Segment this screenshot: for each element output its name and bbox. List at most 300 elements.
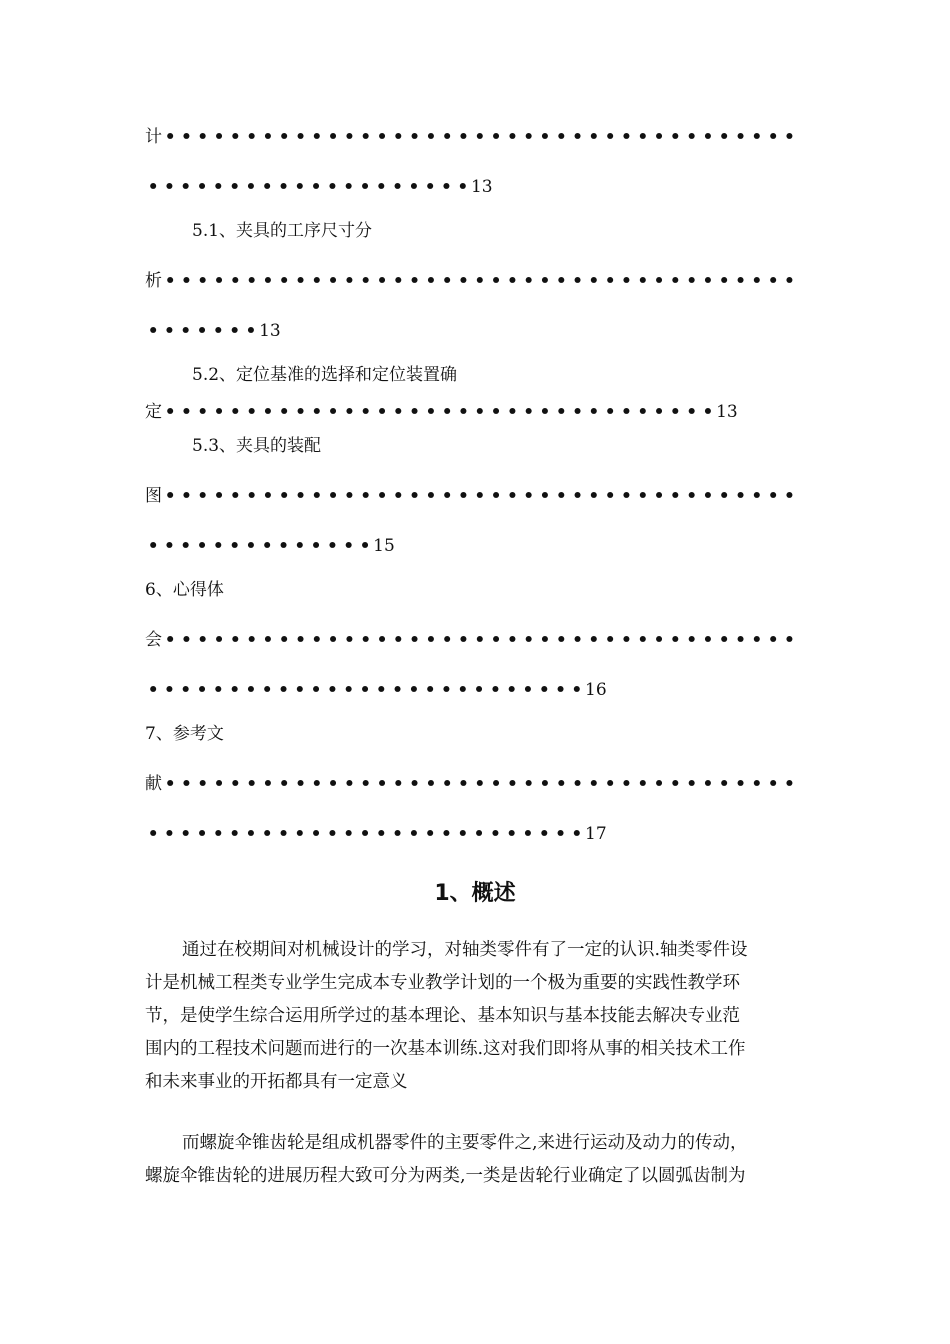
leader-dot: • (490, 271, 502, 291)
toc-line (145, 321, 281, 341)
leader-dot: • (164, 321, 175, 341)
leader-dot: • (572, 486, 583, 506)
leader-dot: • (212, 824, 224, 844)
leader-dot: • (751, 127, 763, 147)
toc-leader-dots (145, 824, 585, 844)
leader-dot: • (718, 486, 730, 506)
leader-dot: • (278, 402, 290, 422)
leader-dot: • (621, 774, 632, 794)
leader-dot: • (343, 774, 355, 794)
leader-dot: • (441, 127, 453, 147)
leader-dot: • (196, 680, 208, 700)
leader-dot: • (376, 402, 388, 422)
leader-dot: • (458, 486, 469, 506)
leader-dot: • (295, 402, 306, 422)
leader-dot: • (457, 680, 469, 700)
leader-dot: • (474, 271, 486, 291)
leader-dot: • (425, 127, 437, 147)
leader-dot: • (735, 486, 746, 506)
toc-line (145, 724, 224, 744)
leader-dot: • (245, 680, 257, 700)
leader-dot: • (424, 680, 436, 700)
leader-dot: • (588, 402, 600, 422)
leader-dot: • (343, 680, 355, 700)
toc-line (145, 177, 493, 197)
leader-dot: • (181, 630, 192, 650)
leader-dot: • (490, 630, 502, 650)
toc-text: 会 (145, 630, 162, 650)
leader-dot: • (458, 271, 469, 291)
leader-dot: • (409, 630, 421, 650)
leader-dot: • (637, 774, 649, 794)
leader-dot: • (295, 127, 306, 147)
leader-dot: • (718, 630, 730, 650)
leader-dot: • (295, 774, 306, 794)
leader-dot: • (229, 824, 241, 844)
leader-dot: • (686, 774, 698, 794)
leader-dot: • (767, 486, 779, 506)
toc-text: 计 (145, 127, 162, 147)
leader-dot: • (196, 536, 208, 556)
toc-line (145, 774, 798, 794)
paragraph-line: 节，是使学生综合运用所学过的基本理论、基本知识与基本技能去解决专业范 (145, 1006, 740, 1026)
leader-dot: • (555, 774, 567, 794)
toc-line (145, 402, 738, 422)
toc-text: 图 (145, 486, 162, 506)
leader-dot: • (522, 680, 534, 700)
leader-dot: • (555, 824, 566, 844)
leader-dot: • (278, 774, 290, 794)
leader-dot: • (295, 271, 306, 291)
toc-text: 析 (145, 271, 162, 291)
leader-dot: • (572, 630, 583, 650)
leader-dot: • (213, 127, 225, 147)
leader-dot: • (555, 127, 567, 147)
leader-dot: • (278, 486, 290, 506)
leader-dot: • (212, 536, 224, 556)
leader-dot: • (196, 321, 208, 341)
leader-dot: • (164, 536, 175, 556)
leader-dot: • (310, 177, 322, 197)
leader-dot: • (523, 127, 535, 147)
leader-dot: • (686, 402, 698, 422)
leader-dot: • (246, 630, 258, 650)
leader-dot: • (473, 680, 485, 700)
leader-dot: • (229, 321, 241, 341)
leader-dot: • (375, 680, 387, 700)
toc-leader-dots (145, 177, 471, 197)
leader-dot: • (392, 402, 404, 422)
leader-dot: • (604, 127, 616, 147)
toc-line (145, 680, 607, 700)
leader-dot: • (637, 630, 649, 650)
leader-dot: • (637, 402, 649, 422)
leader-dot: • (588, 774, 600, 794)
leader-dot: • (262, 402, 274, 422)
leader-dot: • (555, 402, 567, 422)
leader-dot: • (506, 774, 518, 794)
leader-dot: • (474, 127, 486, 147)
leader-dot: • (425, 630, 437, 650)
leader-dot: • (441, 774, 453, 794)
leader-dot: • (327, 486, 339, 506)
leader-dot: • (326, 177, 338, 197)
leader-dot: • (197, 486, 209, 506)
leader-dot: • (278, 127, 290, 147)
leader-dot: • (375, 824, 387, 844)
leader-dot: • (506, 127, 518, 147)
leader-dot: • (588, 486, 600, 506)
leader-dot: • (539, 774, 551, 794)
toc-page-number: 13 (470, 177, 493, 197)
leader-dot: • (294, 680, 306, 700)
leader-dot: • (245, 177, 257, 197)
leader-dot: • (392, 486, 404, 506)
toc-line (145, 127, 798, 147)
toc-line (145, 630, 798, 650)
toc-page-number: 15 (373, 536, 395, 556)
leader-dot: • (360, 630, 372, 650)
leader-dot: • (229, 127, 241, 147)
leader-dot: • (147, 177, 159, 197)
leader-dot: • (588, 271, 600, 291)
leader-dot: • (506, 402, 518, 422)
toc-line (145, 271, 798, 291)
leader-dot: • (409, 402, 421, 422)
leader-dot: • (458, 127, 469, 147)
leader-dot: • (490, 774, 502, 794)
leader-dot: • (310, 824, 322, 844)
leader-dot: • (441, 177, 452, 197)
leader-dot: • (474, 402, 486, 422)
paragraph-line: 围内的工程技术问题而进行的一次基本训练.这对我们即将从事的相关技术工作 (145, 1039, 746, 1059)
leader-dot: • (783, 486, 795, 506)
leader-dot: • (181, 127, 192, 147)
leader-dot: • (197, 402, 209, 422)
leader-dot: • (360, 486, 372, 506)
leader-dot: • (425, 271, 437, 291)
leader-dot: • (686, 271, 698, 291)
leader-dot: • (261, 177, 273, 197)
leader-dot: • (604, 271, 616, 291)
leader-dot: • (262, 774, 274, 794)
leader-dot: • (653, 127, 665, 147)
leader-dot: • (343, 402, 355, 422)
leader-dot: • (669, 486, 681, 506)
toc-page-number: 17 (585, 824, 607, 844)
leader-dot: • (669, 774, 681, 794)
leader-dot: • (702, 127, 714, 147)
leader-dot: • (441, 402, 453, 422)
leader-dot: • (147, 321, 159, 341)
leader-dot: • (702, 630, 714, 650)
leader-dot: • (457, 177, 469, 197)
leader-dot: • (164, 177, 175, 197)
leader-dot: • (310, 680, 322, 700)
leader-dot: • (572, 402, 583, 422)
leader-dot: • (311, 402, 323, 422)
leader-dot: • (604, 630, 616, 650)
leader-dot: • (425, 402, 437, 422)
leader-dot: • (539, 402, 551, 422)
leader-dot: • (458, 402, 469, 422)
leader-dot: • (653, 486, 665, 506)
leader-dot: • (278, 630, 290, 650)
leader-dot: • (278, 271, 290, 291)
leader-dot: • (686, 630, 698, 650)
leader-dot: • (523, 402, 535, 422)
leader-dot: • (669, 630, 681, 650)
leader-dot: • (425, 774, 437, 794)
leader-dot: • (197, 630, 209, 650)
leader-dot: • (245, 321, 257, 341)
leader-dot: • (408, 177, 420, 197)
leader-dot: • (718, 127, 730, 147)
toc-page-number: 16 (585, 680, 607, 700)
leader-dot: • (294, 536, 306, 556)
leader-dot: • (278, 536, 289, 556)
leader-dot: • (311, 774, 323, 794)
leader-dot: • (409, 486, 421, 506)
leader-dot: • (408, 680, 420, 700)
toc-line (145, 486, 798, 506)
leader-dot: • (359, 536, 371, 556)
leader-dot: • (409, 271, 421, 291)
leader-dot: • (735, 271, 746, 291)
leader-dot: • (506, 271, 518, 291)
leader-dot: • (229, 774, 241, 794)
leader-dot: • (375, 177, 387, 197)
leader-dot: • (604, 486, 616, 506)
leader-dot: • (783, 271, 795, 291)
toc-leader-dots (162, 630, 798, 650)
leader-dot: • (571, 824, 583, 844)
leader-dot: • (326, 680, 338, 700)
leader-dot: • (295, 630, 306, 650)
leader-dot: • (392, 177, 404, 197)
leader-dot: • (311, 486, 323, 506)
leader-dot: • (261, 536, 273, 556)
paragraph-line: 计是机械工程类专业学生完成本专业教学计划的一个极为重要的实践性教学环 (145, 973, 740, 993)
leader-dot: • (409, 774, 421, 794)
leader-dot: • (343, 127, 355, 147)
leader-dot: • (197, 127, 209, 147)
leader-dot: • (441, 680, 452, 700)
toc-text: 定 (145, 402, 162, 422)
leader-dot: • (637, 486, 649, 506)
leader-dot: • (294, 177, 306, 197)
leader-dot: • (718, 774, 730, 794)
leader-dot: • (604, 774, 616, 794)
leader-dot: • (751, 271, 763, 291)
leader-dot: • (473, 824, 485, 844)
leader-dot: • (246, 486, 258, 506)
leader-dot: • (196, 177, 208, 197)
leader-dot: • (702, 271, 714, 291)
leader-dot: • (392, 774, 404, 794)
leader-dot: • (327, 630, 339, 650)
leader-dot: • (621, 271, 632, 291)
leader-dot: • (262, 486, 274, 506)
toc-text: 5.2、定位基准的选择和定位装置确 (192, 365, 458, 385)
toc-page-number: 13 (259, 321, 281, 341)
toc-leader-dots (162, 774, 798, 794)
leader-dot: • (278, 177, 289, 197)
leader-dot: • (229, 536, 241, 556)
leader-dot: • (164, 127, 176, 147)
paragraph-line: 而螺旋伞锥齿轮是组成机器零件的主要零件之,来进行运动及动力的传动， (182, 1133, 748, 1153)
leader-dot: • (783, 127, 795, 147)
leader-dot: • (539, 630, 551, 650)
leader-dot: • (262, 127, 274, 147)
leader-dot: • (147, 536, 159, 556)
leader-dot: • (409, 127, 421, 147)
leader-dot: • (621, 630, 632, 650)
toc-line (145, 580, 224, 600)
leader-dot: • (164, 774, 176, 794)
leader-dot: • (181, 486, 192, 506)
leader-dot: • (490, 486, 502, 506)
leader-dot: • (343, 536, 355, 556)
leader-dot: • (735, 127, 746, 147)
leader-dot: • (686, 486, 698, 506)
leader-dot: • (588, 127, 600, 147)
leader-dot: • (572, 271, 583, 291)
leader-dot: • (164, 271, 176, 291)
leader-dot: • (181, 402, 192, 422)
toc-line (145, 536, 395, 556)
leader-dot: • (181, 774, 192, 794)
leader-dot: • (213, 486, 225, 506)
leader-dot: • (751, 774, 763, 794)
leader-dot: • (197, 774, 209, 794)
leader-dot: • (164, 486, 176, 506)
toc-leader-dots (162, 486, 798, 506)
paragraph-line: 通过在校期间对机械设计的学习，对轴类零件有了一定的认识.轴类零件设 (182, 940, 748, 960)
leader-dot: • (326, 824, 338, 844)
leader-dot: • (702, 402, 714, 422)
leader-dot: • (245, 824, 257, 844)
leader-dot: • (735, 630, 746, 650)
section-title: 1、概述 (434, 881, 516, 906)
leader-dot: • (311, 630, 323, 650)
leader-dot: • (783, 630, 795, 650)
leader-dot: • (506, 486, 518, 506)
paragraph-2 (145, 1127, 810, 1193)
leader-dot: • (213, 271, 225, 291)
leader-dot: • (376, 774, 388, 794)
leader-dot: • (669, 271, 681, 291)
leader-dot: • (359, 680, 371, 700)
leader-dot: • (245, 536, 257, 556)
leader-dot: • (246, 271, 258, 291)
leader-dot: • (360, 402, 372, 422)
leader-dot: • (327, 127, 339, 147)
toc-text: 5.1、夹具的工序尺寸分 (192, 221, 373, 241)
toc-page-number: 13 (716, 402, 738, 422)
leader-dot: • (213, 630, 225, 650)
leader-dot: • (408, 824, 420, 844)
leader-dot: • (359, 177, 371, 197)
toc-line (192, 365, 457, 385)
leader-dot: • (588, 630, 600, 650)
leader-dot: • (489, 824, 501, 844)
leader-dot: • (229, 630, 241, 650)
leader-dot: • (213, 402, 225, 422)
leader-dot: • (326, 536, 338, 556)
leader-dot: • (637, 271, 649, 291)
leader-dot: • (196, 824, 208, 844)
leader-dot: • (506, 824, 518, 844)
leader-dot: • (360, 774, 372, 794)
toc-text: 6、心得体 (145, 580, 224, 600)
leader-dot: • (457, 824, 469, 844)
leader-dot: • (311, 271, 323, 291)
leader-dot: • (180, 824, 192, 844)
leader-dot: • (212, 680, 224, 700)
leader-dot: • (621, 486, 632, 506)
toc-leader-dots (145, 536, 373, 556)
leader-dot: • (181, 271, 192, 291)
toc-text: 献 (145, 774, 162, 794)
leader-dot: • (523, 774, 535, 794)
leader-dot: • (164, 402, 176, 422)
leader-dot: • (751, 630, 763, 650)
leader-dot: • (278, 824, 289, 844)
leader-dot: • (425, 486, 437, 506)
leader-dot: • (441, 630, 453, 650)
leader-dot: • (212, 321, 224, 341)
toc-leader-dots (162, 271, 798, 291)
leader-dot: • (653, 774, 665, 794)
leader-dot: • (180, 177, 192, 197)
leader-dot: • (327, 271, 339, 291)
leader-dot: • (246, 127, 258, 147)
leader-dot: • (229, 177, 241, 197)
leader-dot: • (555, 486, 567, 506)
leader-dot: • (506, 630, 518, 650)
leader-dot: • (360, 271, 372, 291)
leader-dot: • (441, 486, 453, 506)
paragraph-1 (145, 934, 810, 1099)
leader-dot: • (538, 680, 550, 700)
leader-dot: • (343, 271, 355, 291)
toc-leader-dots (162, 127, 798, 147)
leader-dot: • (180, 536, 192, 556)
leader-dot: • (523, 271, 535, 291)
leader-dot: • (164, 680, 175, 700)
leader-dot: • (343, 630, 355, 650)
leader-dot: • (164, 824, 175, 844)
leader-dot: • (376, 630, 388, 650)
leader-dot: • (621, 127, 632, 147)
leader-dot: • (572, 774, 583, 794)
leader-dot: • (702, 774, 714, 794)
leader-dot: • (229, 271, 241, 291)
leader-dot: • (702, 486, 714, 506)
toc-leader-dots (162, 402, 716, 422)
leader-dot: • (506, 680, 518, 700)
leader-dot: • (164, 630, 176, 650)
leader-dot: • (735, 774, 746, 794)
paragraph-line: 螺旋伞锥齿轮的进展历程大致可分为两类,一类是齿轮行业确定了以圆弧齿制为 (145, 1166, 746, 1186)
leader-dot: • (212, 177, 224, 197)
leader-dot: • (767, 774, 779, 794)
leader-dot: • (392, 630, 404, 650)
leader-dot: • (295, 486, 306, 506)
leader-dot: • (343, 177, 355, 197)
leader-dot: • (294, 824, 306, 844)
